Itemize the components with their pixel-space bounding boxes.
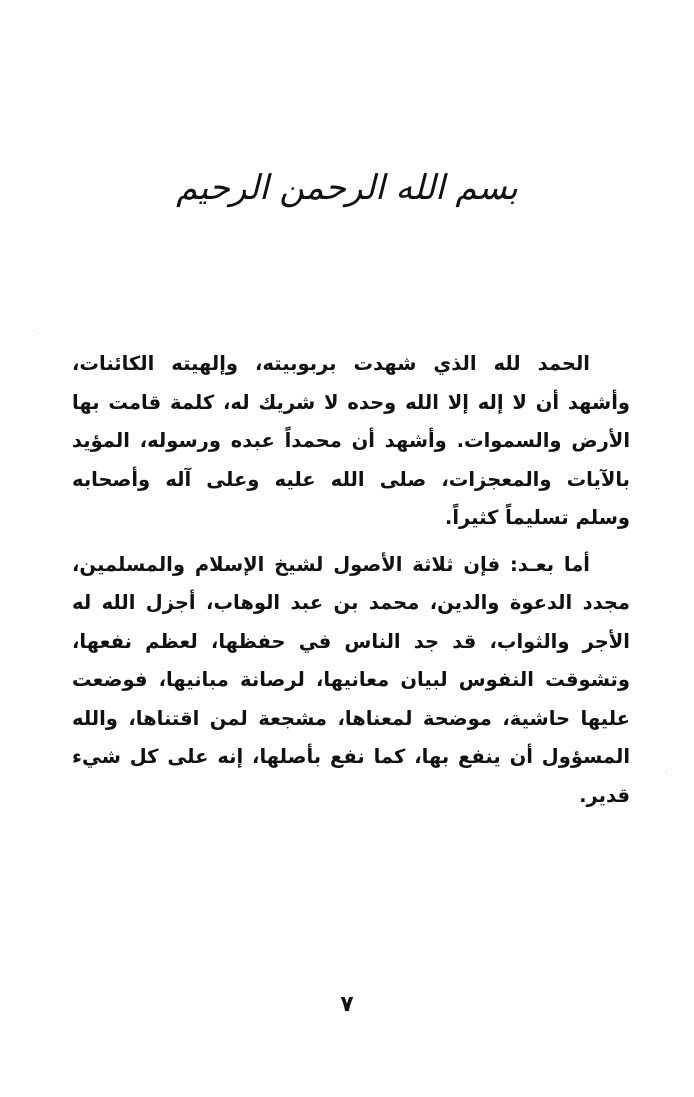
page-body: [72, 345, 630, 823]
page-number: ٧: [340, 992, 354, 1017]
scan-speck: [34, 330, 35, 331]
basmala-heading: بسم الله الرحمن الرحيم: [176, 168, 518, 208]
paragraph-introduction: أما بعـد: فإن ثلاثة الأصول لشيخ الإسلام والمسلمين، مجدد الدعوة والدين، محمد بن عبد الوهاب، أجزل الله له الأجر والثواب، قد جد الناس في حفظها، لعظم نفعها، وتشوقت النفوس لبيان معانيها، لرصانة مبانيها، فوضعت عليها حاشية، موضحة لمعناها، مشجعة لمن اقتناها، والله المسؤول أن ينفع بها، كما نفع بأصلها، إنه على كل شيء قدير.: [72, 552, 630, 807]
scan-speck: [666, 772, 667, 773]
paragraph-praise: الحمد لله الذي شهدت بربوبيته، وإلهيته الكائنات، وأشهد أن لا إله إلا الله وحده لا شريك له، كلمة قامت بها الأرض والسموات. وأشهد أن محمداً عبده ورسوله، المؤيد بالآيات والمعجزات، صلى الله عليه وعلى آله وأصحابه وسلم تسليماً كثيراً.: [72, 352, 630, 529]
